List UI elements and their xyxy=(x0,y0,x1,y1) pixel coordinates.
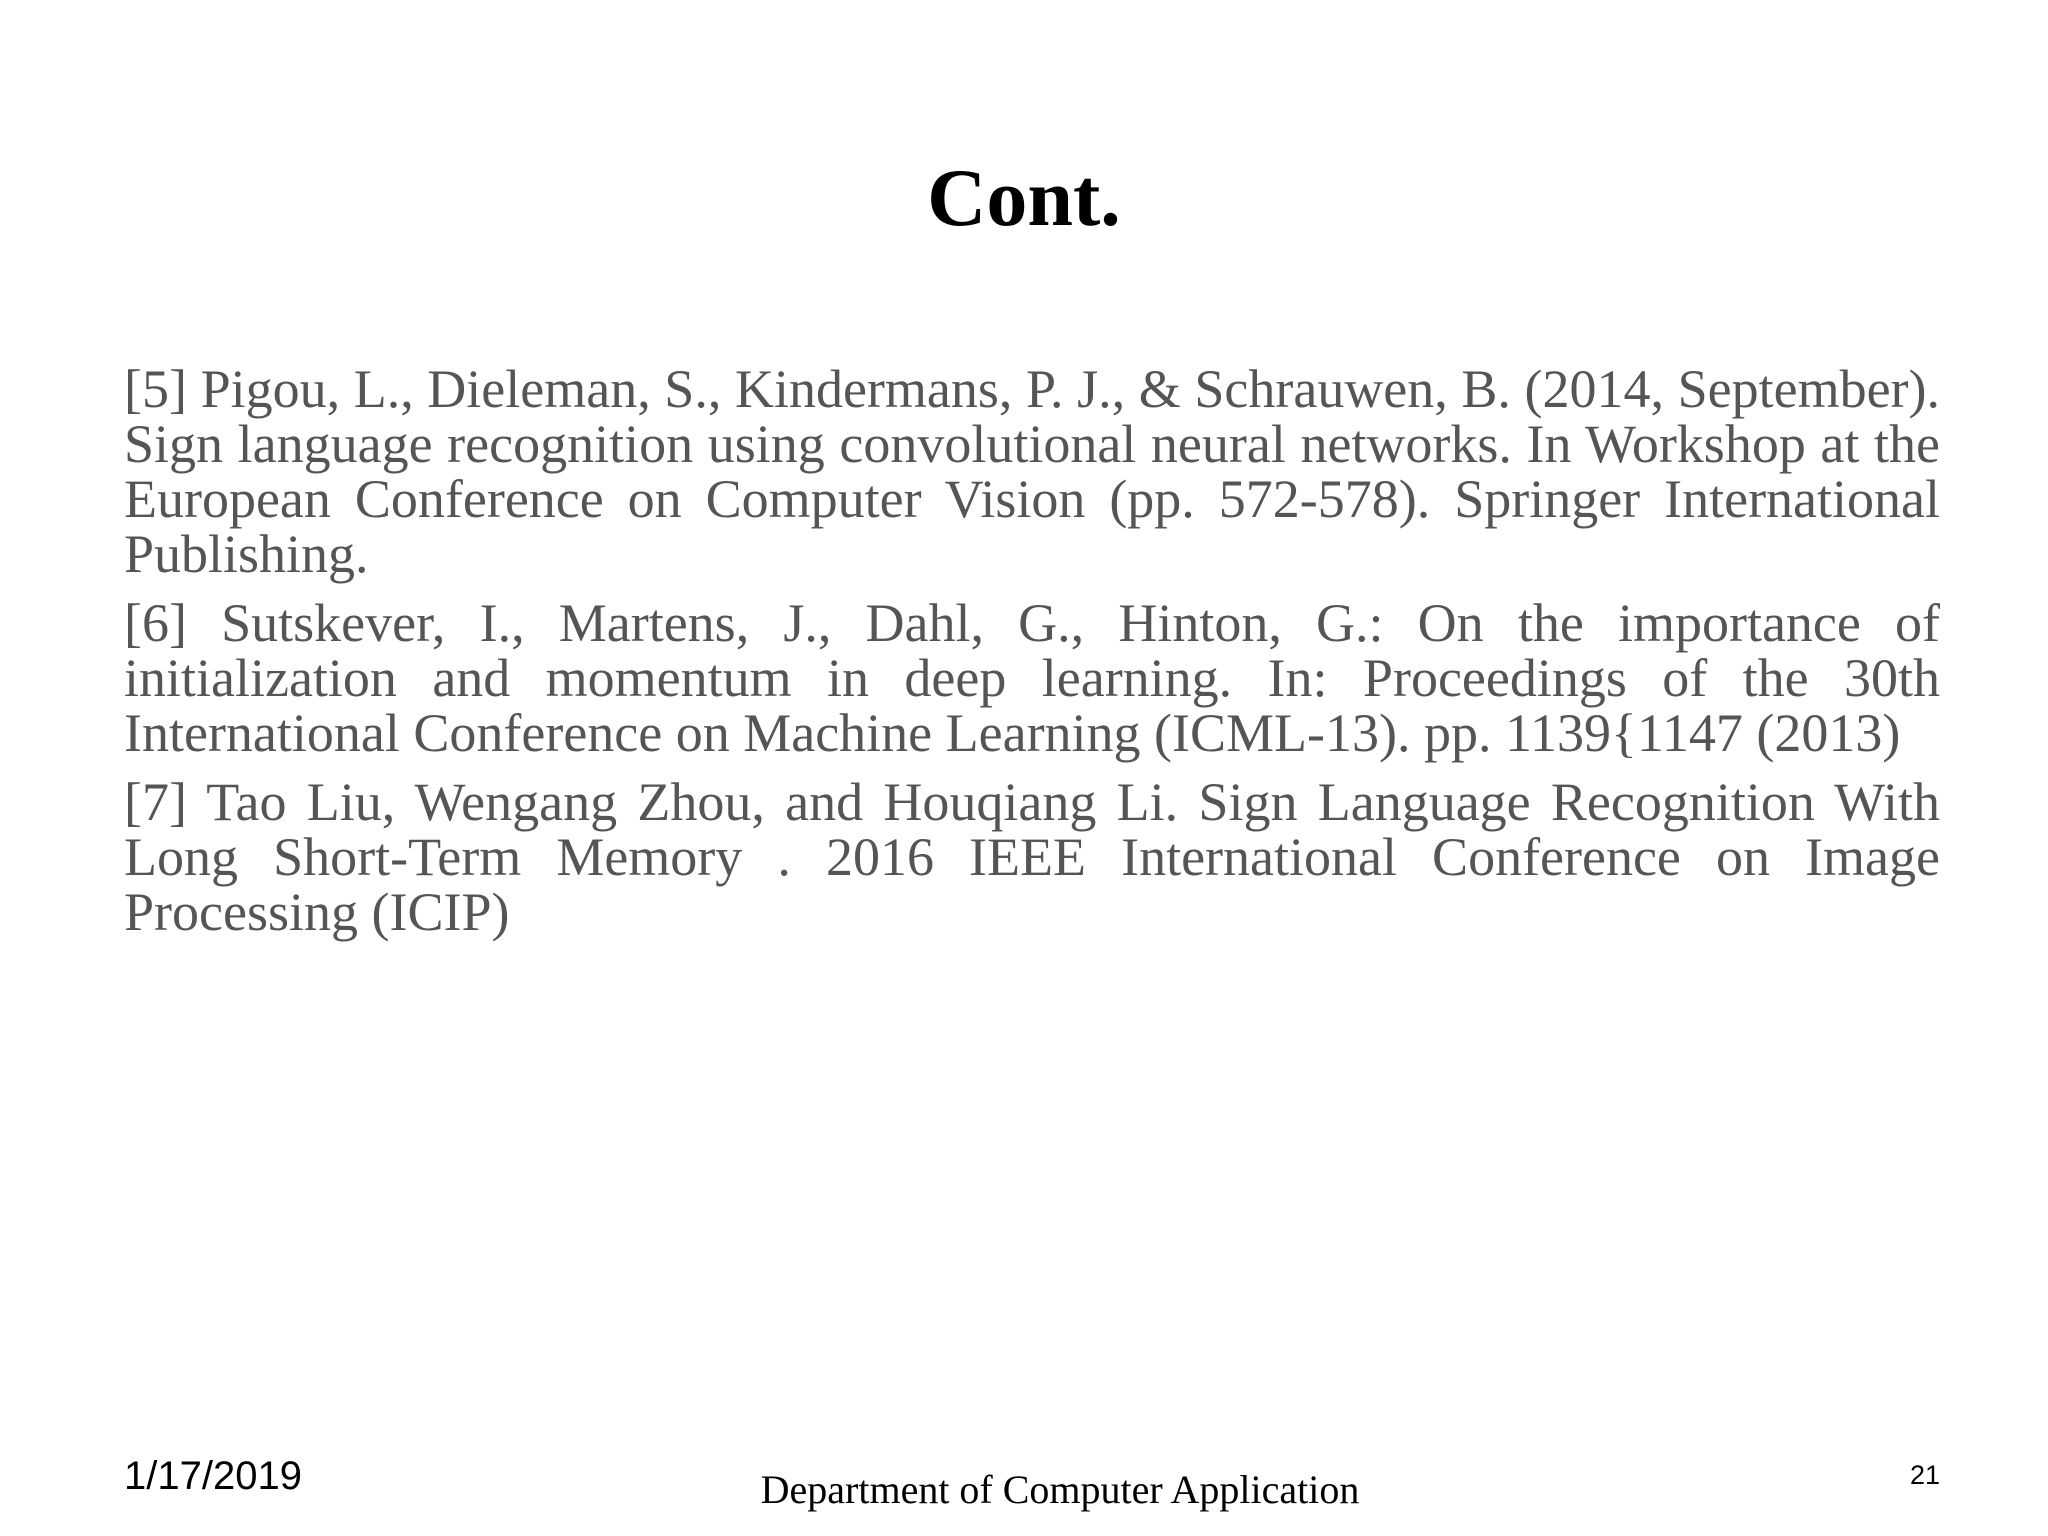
slide-title: Cont. xyxy=(927,152,1121,243)
reference-item: [5] Pigou, L., Dieleman, S., Kindermans, P. J., & Schrauwen, B. (2014, September). Sign language recognition using convolutional neural networks. In Workshop at the European Conference on Computer Vision (pp. 572-578). Springer International Publishing. xyxy=(124,359,1940,584)
footer-department: Department of Computer Application xyxy=(760,1467,1360,1512)
reference-item: [7] Tao Liu, Wengang Zhou, and Houqiang Li. Sign Language Recognition With Long Short-Term Memory . 2016 IEEE International Conference on Image Processing (ICIP) xyxy=(124,772,1940,942)
reference-list xyxy=(124,359,1940,954)
page-number: 21 xyxy=(1909,1460,1940,1490)
footer-date: 1/17/2019 xyxy=(124,1454,302,1498)
reference-item: [6] Sutskever, I., Martens, J., Dahl, G., Hinton, G.: On the importance of initialization and momentum in deep learning. In: Proceedings of the 30th International Conference on Machine Learning (ICML-13). pp. 1139{1147 (2013) xyxy=(124,593,1940,763)
